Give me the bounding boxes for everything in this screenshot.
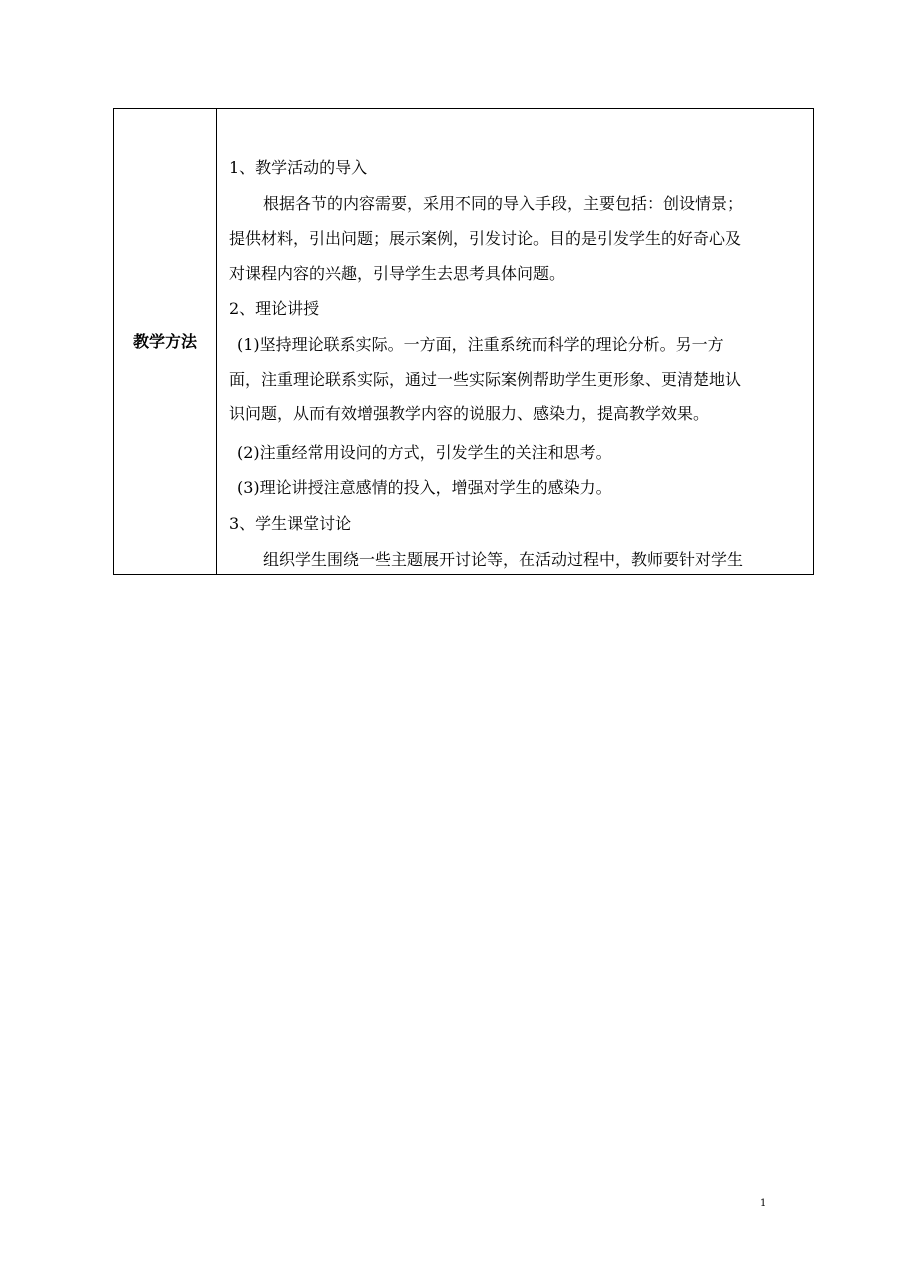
page-number: 1 — [760, 1198, 767, 1209]
list-item-3: (3)理论讲授注意感情的投入，增强对学生的感染力。 — [237, 478, 612, 497]
section-heading-discussion: 3、学生课堂讨论 — [229, 514, 352, 533]
paragraph-line: 对课程内容的兴趣，引导学生去思考具体问题。 — [229, 264, 566, 283]
section-heading-intro: 1、教学活动的导入 — [229, 158, 368, 177]
list-item-1: (1)坚持理论联系实际。一方面，注重系统而科学的理论分析。另一方 — [237, 335, 724, 354]
paragraph-line: 根据各节的内容需要，采用不同的导入手段，主要包括：创设情景； — [263, 194, 744, 213]
row-label-cell — [114, 109, 217, 574]
paragraph-line: 提供材料，引出问题；展示案例，引发讨论。目的是引发学生的好奇心及 — [229, 229, 742, 248]
section-heading-lecture: 2、理论讲授 — [229, 299, 320, 318]
paragraph-line: 组织学生围绕一些主题展开讨论等，在活动过程中，教师要针对学生 — [263, 550, 744, 569]
list-item-2: (2)注重经常用设问的方式，引发学生的关注和思考。 — [237, 443, 612, 462]
teaching-method-table — [113, 108, 814, 575]
paragraph-line: 面，注重理论联系实际，通过一些实际案例帮助学生更形象、更清楚地认 — [229, 370, 742, 389]
content-cell — [217, 109, 813, 574]
row-label: 教学方法 — [132, 332, 197, 351]
paragraph-line: 识问题，从而有效增强教学内容的说服力、感染力，提高教学效果。 — [229, 404, 710, 423]
